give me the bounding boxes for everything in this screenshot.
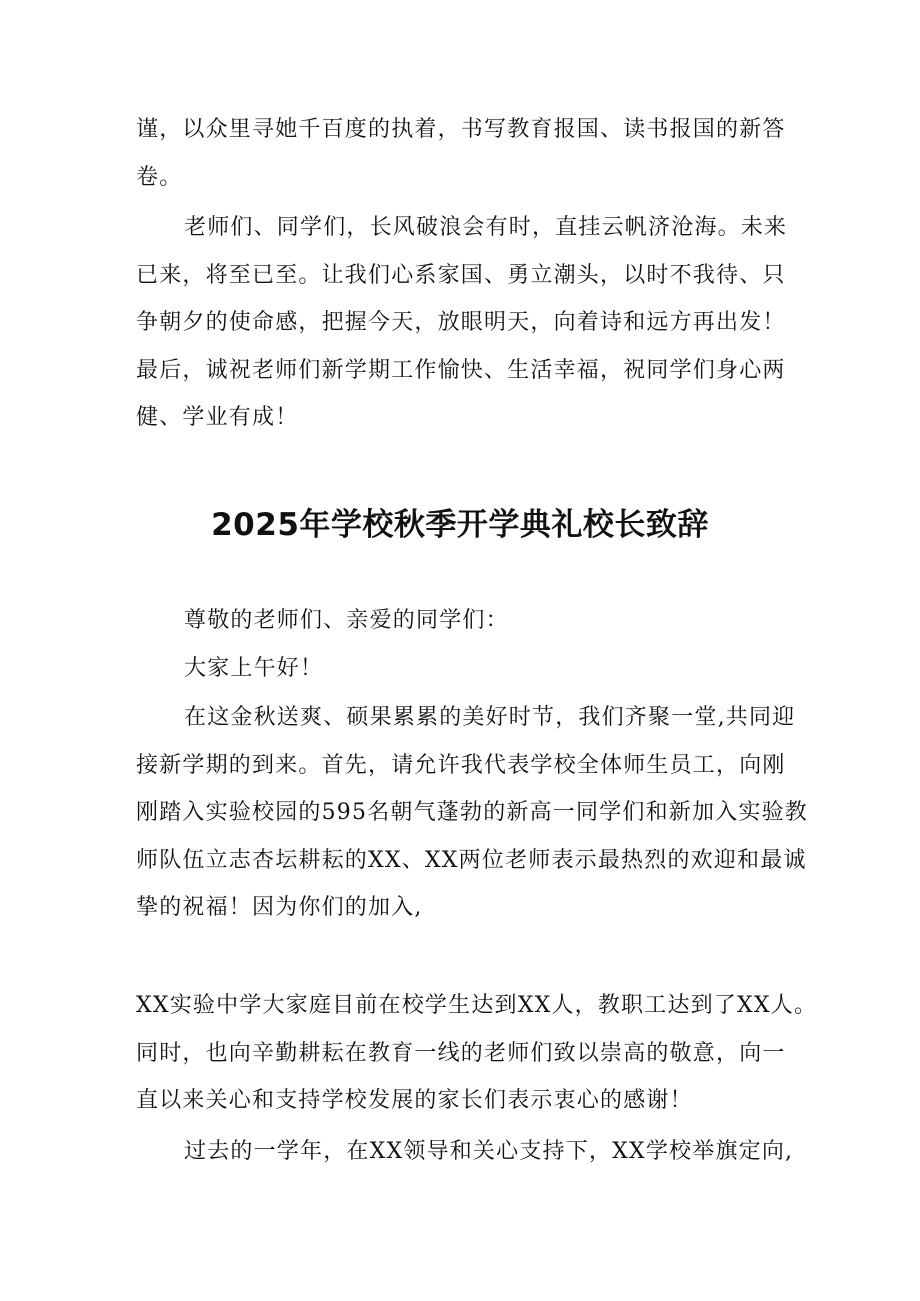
text-line: 过去的一学年，在XX领导和关心支持下，XX学校举旗定向, — [184, 1139, 794, 1164]
paragraph-school-stats — [136, 982, 818, 1125]
text-line: 最后，诚祝老师们新学期工作愉快、生活幸福，祝同学们身心两 — [136, 357, 786, 383]
salutation-text: 尊敬的老师们、亲爱的同学们： — [184, 608, 509, 633]
text-line: 卷。 — [136, 164, 183, 190]
document-title: 2025年学校秋季开学典礼校长致辞 — [211, 507, 709, 543]
text-line: 老师们、同学们，长风破浪会有时，直挂云帆济沧海。未来 — [184, 215, 788, 240]
greeting-text: 大家上午好！ — [184, 655, 324, 681]
paragraph-closing-remarks — [136, 204, 800, 442]
paragraph-past-year — [136, 1128, 800, 1176]
text-line: 谨，以众里寻她千百度的执着，书写教育报国、读书报国的新答 — [136, 117, 786, 142]
text-line: 接新学期的到来。首先，请允许我代表学校全体师生员工，向刚 — [136, 752, 786, 778]
text-line: XX实验中学大家庭目前在校学生达到XX人，教职工达到了XX人。 — [136, 993, 818, 1018]
text-line: 争朝夕的使命感，把握今天，放眼明天，向着诗和远方再出发！ — [136, 310, 786, 335]
text-line: 同时，也向辛勤耕耘在教育一线的老师们致以崇高的敬意，向一 — [136, 1040, 786, 1066]
paragraph-previous-ending — [136, 106, 800, 201]
paragraph-salutation — [136, 597, 800, 692]
text-line: 已来，将至已至。让我们心系家国、勇立潮头，以时不我待、只 — [136, 262, 786, 288]
text-line: 健、学业有成！ — [136, 405, 299, 430]
paragraph-welcome — [136, 694, 808, 932]
text-line: 刚踏入实验校园的595名朝气蓬勃的新高一同学们和新加入实验教 — [136, 800, 808, 825]
text-line: 师队伍立志杏坛耕耘的XX、XX两位老师表示最热烈的欢迎和最诚 — [136, 847, 807, 873]
text-line: 在这金秋送爽、硕果累累的美好时节，我们齐聚一堂,共同迎 — [184, 705, 796, 730]
text-line: 直以来关心和支持学校发展的家长们表示衷心的感谢！ — [136, 1088, 693, 1113]
text-line: 挚的祝福！因为你们的加入, — [136, 895, 423, 920]
